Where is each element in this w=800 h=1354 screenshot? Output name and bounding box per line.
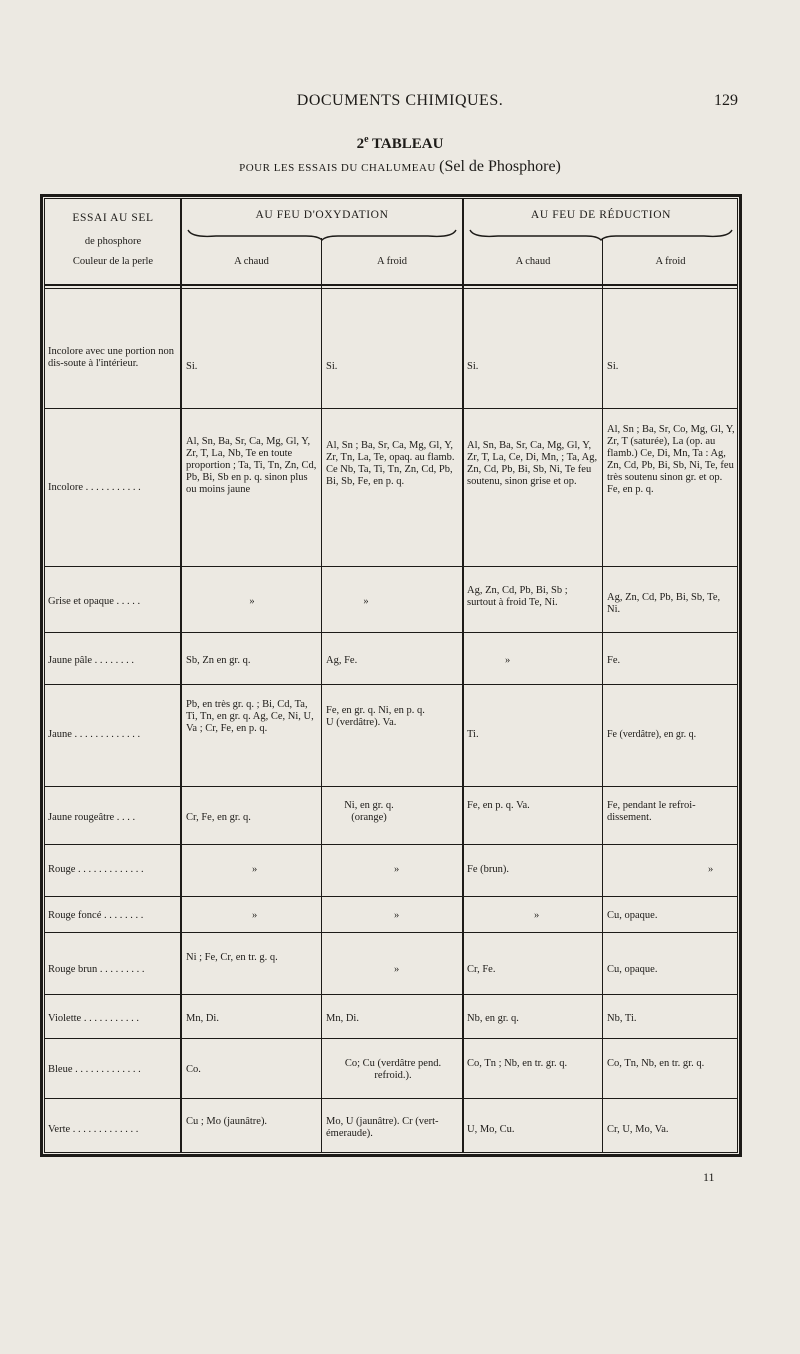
cell-red-froid: » (708, 864, 714, 875)
header-red-chaud: A chaud (515, 256, 551, 267)
cell-red-chaud: Nb, en gr. q. (467, 1013, 519, 1024)
header-essai: ESSAI AU SEL (72, 212, 154, 224)
row-label: Incolore . . . . . . . . . . . (48, 482, 141, 493)
cell-red-chaud: Al, Sn, Ba, Sr, Ca, Mg, Gl, Y, Zr, T, La, Ce, Di, Mn, ; Ta, Ag, Zn, Cd, Pb, Bi, Sb, Ni, Te feu soutenu, sinon grise et op. (467, 440, 598, 487)
table-frame-inner (44, 198, 738, 1153)
cell-ox-chaud: Pb, en très gr. q. ; Bi, Cd, Ta, Ti, Tn, en gr. q. Ag, Ce, Ni, U, Va ; Cr, Fe, en p. q. (186, 699, 314, 734)
cell-red-chaud: Cr, Fe. (467, 964, 496, 975)
cell-ox-chaud: Al, Sn, Ba, Sr, Ca, Mg, Gl, Y, Zr, T, La, Nb, Te en toute proportion ; Ta, Ti, Tn, Zn, Cd, Pb, Bi, Sb en p. q. sinon plus ou moins jaune (186, 436, 317, 495)
header-bottom-line (44, 284, 738, 286)
cell-red-froid: Cr, U, Mo, Va. (607, 1124, 669, 1135)
row-line (44, 1098, 738, 1099)
row-line (44, 684, 738, 685)
row-label: Jaune rougeâtre . . . . (48, 812, 136, 823)
row-label: Rouge . . . . . . . . . . . . . (48, 864, 144, 875)
cell-red-chaud: Ti. (467, 729, 479, 740)
title-number: 2 (356, 136, 365, 152)
reduction-brace (468, 226, 734, 242)
row-line (44, 932, 738, 933)
cell-red-froid: Cu, opaque. (607, 964, 658, 975)
header-phosphore: de phosphore (84, 236, 142, 247)
cell-red-froid: Cu, opaque. (607, 910, 658, 921)
cell-ox-froid: Mo, U (jaunâtre). Cr (vert-émeraude). (326, 1116, 439, 1139)
header-bottom-line-2 (44, 288, 738, 289)
row-line (44, 844, 738, 845)
cell-ox-chaud: » (252, 864, 258, 875)
row-label: Verte . . . . . . . . . . . . . (48, 1124, 139, 1135)
cell-ox-chaud: Sb, Zn en gr. q. (186, 655, 251, 666)
cell-red-chaud: Ag, Zn, Cd, Pb, Bi, Sb ; surtout à froid Te, Ni. (467, 585, 568, 608)
row-line (44, 896, 738, 897)
col-divider-2 (321, 238, 322, 1153)
row-label: Rouge foncé . . . . . . . . (48, 910, 144, 921)
cell-ox-chaud: Co. (186, 1064, 201, 1075)
subtitle-small: POUR LES ESSAIS DU CHALUMEAU (239, 162, 436, 174)
subtitle-paren: (Sel de Phosphore) (439, 158, 561, 175)
cell-ox-froid: Mn, Di. (326, 1013, 359, 1024)
cell-red-froid: Al, Sn ; Ba, Sr, Co, Mg, Gl, Y, Zr, T (saturée), La (op. au flamb.) Ce, Di, Mn, Ta : Ag, Zn, Cd, Pb, Bi, Sb, Ni, Te, feu très soutenu sinon gr. et op. Fe, en p. q. (607, 424, 735, 495)
cell-red-chaud: Fe (brun). (467, 864, 509, 875)
cell-ox-froid: Ni, en gr. q. (orange) (344, 800, 394, 823)
header-red-froid: A froid (655, 256, 686, 267)
cell-red-froid: Fe (verdâtre), en gr. q. (607, 729, 697, 740)
cell-red-chaud: » (534, 910, 540, 921)
page-number: 129 (714, 92, 738, 109)
row-line (44, 994, 738, 995)
cell-ox-froid: Fe, en gr. q. Ni, en p. q. U (verdâtre). Va. (326, 705, 425, 728)
cell-ox-chaud: Si. (186, 361, 198, 372)
cell-ox-froid: » (394, 864, 400, 875)
cell-ox-froid: Si. (326, 361, 338, 372)
row-line (44, 408, 738, 409)
row-label: Bleue . . . . . . . . . . . . . (48, 1064, 141, 1075)
cell-ox-froid: » (363, 596, 369, 607)
row-line (44, 786, 738, 787)
cell-ox-froid: Ag, Fe. (326, 655, 358, 666)
cell-ox-froid: Co; Cu (verdâtre pend. refroid.). (344, 1058, 442, 1081)
cell-red-chaud: » (505, 655, 511, 666)
cell-ox-chaud: Cr, Fe, en gr. q. (186, 812, 251, 823)
row-label: Rouge brun . . . . . . . . . (48, 964, 145, 975)
header-oxydation: AU FEU D'OXYDATION (255, 209, 389, 221)
cell-ox-froid: Al, Sn ; Ba, Sr, Ca, Mg, Gl, Y, Zr, Tn, La, Te, opaq. au flamb. Ce Nb, Ta, Ti, Tn, Zn, Cd, Pb, Bi, Sb, Fe, en p. q. (326, 440, 455, 487)
cell-red-chaud: Co, Tn ; Nb, en tr. gr. q. (467, 1058, 568, 1069)
header-ox-froid: A froid (376, 256, 408, 267)
cell-red-froid: Ag, Zn, Cd, Pb, Bi, Sb, Te, Ni. (607, 592, 721, 615)
cell-ox-chaud: Mn, Di. (186, 1013, 219, 1024)
header-ox-chaud: A chaud (234, 256, 269, 267)
header-couleur: Couleur de la perle (72, 256, 154, 267)
header-reduction: AU FEU DE RÉDUCTION (530, 209, 672, 221)
cell-red-chaud: Si. (467, 361, 479, 372)
signature-mark: 11 (703, 1170, 715, 1184)
table-subtitle (0, 158, 800, 176)
running-head: DOCUMENTS CHIMIQUES. (296, 92, 504, 109)
oxydation-brace (186, 226, 458, 242)
cell-ox-froid: » (394, 910, 400, 921)
cell-ox-chaud: Ni ; Fe, Cr, en tr. g. q. (186, 952, 278, 963)
cell-ox-froid: » (394, 964, 400, 975)
title-sup: e (364, 134, 369, 145)
cell-ox-chaud: » (249, 596, 255, 607)
cell-red-froid: Fe, pendant le refroi-dissement. (607, 800, 696, 823)
row-label: Jaune pâle . . . . . . . . (48, 655, 135, 666)
cell-ox-chaud: Cu ; Mo (jaunâtre). (186, 1116, 268, 1127)
row-line (44, 1038, 738, 1039)
cell-red-froid: Si. (607, 361, 619, 372)
row-line (44, 632, 738, 633)
row-line (44, 566, 738, 567)
cell-red-froid: Co, Tn, Nb, en tr. gr. q. (607, 1058, 705, 1069)
col-divider-3 (462, 198, 464, 1153)
cell-ox-chaud: » (252, 910, 258, 921)
title-word: TABLEAU (372, 136, 444, 152)
cell-red-froid: Fe. (607, 655, 621, 666)
row-label: Incolore avec une portion non dis-soute à l'intérieur. (48, 346, 174, 369)
cell-red-chaud: U, Mo, Cu. (467, 1124, 515, 1135)
col-divider-4 (602, 238, 603, 1153)
row-label: Grise et opaque . . . . . (48, 596, 141, 607)
col-divider-1 (180, 198, 182, 1153)
table-title (0, 134, 800, 153)
cell-red-chaud: Fe, en p. q. Va. (467, 800, 530, 811)
cell-red-froid: Nb, Ti. (607, 1013, 637, 1024)
row-label: Jaune . . . . . . . . . . . . . (48, 729, 141, 740)
row-label: Violette . . . . . . . . . . . (48, 1013, 139, 1024)
